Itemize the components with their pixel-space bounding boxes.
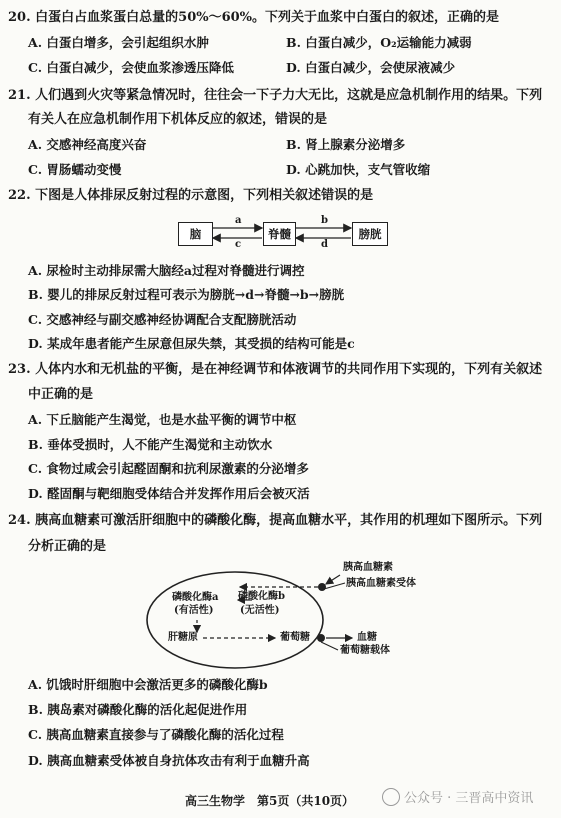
q20-option-d: D. 白蛋白减少，会使尿液减少 [286, 60, 456, 75]
q21-option-c: C. 胃肠蠕动变慢 [28, 162, 122, 177]
q23-option-a: A. 下丘脑能产生渴觉，也是水盐平衡的调节中枢 [28, 412, 297, 427]
q22-option-b: B. 婴儿的排尿反射过程可表示为膀胱→d→脊髓→b→膀胱 [28, 287, 345, 302]
q24-option-b: B. 胰岛素对磷酸化酶的活化起促进作用 [28, 702, 248, 717]
blood-glucose-label: 血糖 [357, 632, 377, 643]
q22-stem: 22. 下图是人体排尿反射过程的示意图，下列相关叙述错误的是 [8, 188, 374, 203]
page-footer: 高三生物学 第5页（共10页） [185, 794, 355, 808]
watermark-text: 公众号 · 三晋高中资讯 [404, 791, 534, 806]
enzyme-b-label: 磷酸化酶b [238, 591, 285, 602]
watermark [382, 787, 533, 806]
glucose-label: 葡萄糖 [280, 632, 310, 643]
glycogen-label: 肝糖原 [168, 632, 198, 643]
enzyme-b-inactive-label: (无活性) [240, 605, 280, 616]
q23-option-b: B. 垂体受损时，人不能产生渴觉和主动饮水 [28, 437, 273, 452]
q23-option-d: D. 醛固酮与靶细胞受体结合并发挥作用后会被灭活 [28, 486, 310, 501]
carrier-dot [317, 634, 325, 642]
glucagon-label: 胰高血糖素 [343, 562, 393, 573]
wechat-icon [382, 788, 400, 806]
q20-stem: 20. 白蛋白占血浆蛋白总量的50%～60%。下列关于血浆中白蛋白的叙述，正确的是 [8, 10, 500, 25]
q23-stem-line2: 中正确的是 [28, 387, 94, 402]
q24-option-c: C. 胰高血糖素直接参与了磷酸化酶的活化过程 [28, 727, 284, 742]
q23-option-c: C. 食物过咸会引起醛固酮和抗利尿激素的分泌增多 [28, 461, 309, 476]
q20-option-a: A. 白蛋白增多，会引起组织水肿 [28, 35, 209, 50]
q21-option-a: A. 交感神经高度兴奋 [28, 137, 147, 152]
carrier-pointer [321, 642, 338, 650]
q20-option-b: B. 白蛋白减少，O₂运输能力减弱 [286, 35, 472, 50]
enzyme-a-active-label: (有活性) [174, 605, 214, 616]
q24-stem-line1: 24. 胰高血糖素可激活肝细胞中的磷酸化酶，提高血糖水平，其作用的机理如下图所示。下列 [8, 513, 543, 528]
q22-option-a: A. 尿检时主动排尿需大脑经a过程对脊髓进行调控 [28, 263, 305, 278]
q20-option-c: C. 白蛋白减少，会使血浆渗透压降低 [28, 60, 234, 75]
receptor-label: 胰高血糖素受体 [346, 578, 416, 589]
spinal-cord-box: 脊髓 [263, 222, 296, 246]
brain-box: 脑 [178, 222, 213, 246]
q21-stem-line1: 21. 人们遇到火灾等紧急情况时，往往会一下子力大无比，这就是应急机制作用的结果。下列 [8, 88, 543, 103]
q21-stem-line2: 有关人在应急机制作用下机体反应的叙述，错误的是 [28, 112, 328, 127]
q22-option-c: C. 交感神经与副交感神经协调配合支配膀胱活动 [28, 312, 297, 327]
bladder-box: 膀胱 [352, 222, 388, 246]
label-c: c [235, 239, 242, 250]
label-b: b [321, 215, 328, 226]
q21-option-d: D. 心跳加快，支气管收缩 [286, 162, 431, 177]
label-d: d [321, 239, 328, 250]
q23-stem-line1: 23. 人体内水和无机盐的平衡，是在神经调节和体液调节的共同作用下实现的，下列有关叙述 [8, 362, 543, 377]
q24-option-a: A. 饥饿时肝细胞中会激活更多的磷酸化酶b [28, 677, 268, 692]
q24-stem-line2: 分析正确的是 [28, 539, 107, 554]
q21-option-b: B. 肾上腺素分泌增多 [286, 137, 406, 152]
enzyme-a-label: 磷酸化酶a [172, 592, 219, 603]
carrier-label: 葡萄糖载体 [340, 645, 390, 656]
receptor-dot-top [318, 583, 326, 591]
label-a: a [235, 215, 242, 226]
glucagon-binding-arrow [326, 575, 340, 584]
q24-option-d: D. 胰高血糖素受体被自身抗体攻击有利于血糖升高 [28, 753, 310, 768]
q22-option-d: D. 某成年患者能产生尿意但尿失禁，其受损的结构可能是c [28, 336, 355, 351]
